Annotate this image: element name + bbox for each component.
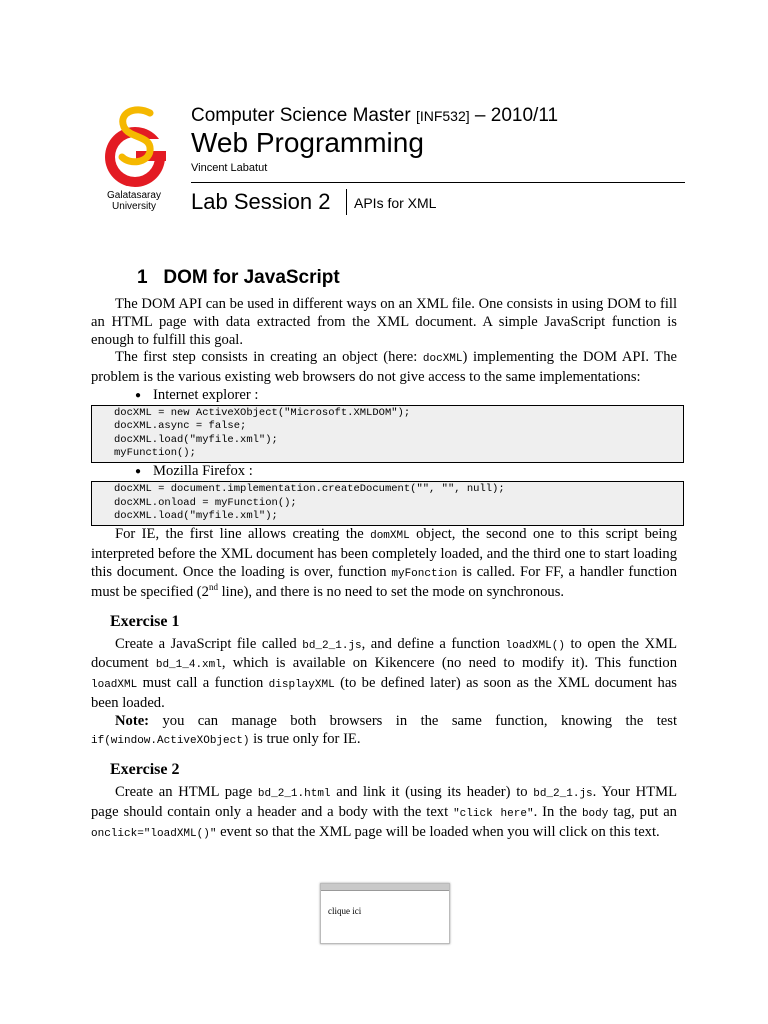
university-logo xyxy=(100,105,170,190)
course-name: Computer Science Master xyxy=(191,105,411,126)
section-title: 1 DOM for JavaScript xyxy=(137,267,340,288)
course-code: [INF532] xyxy=(415,108,470,124)
browser-screenshot xyxy=(320,883,450,944)
paragraph: For IE, the first line allows creating the domXML object, the second one to this script being interpreted before the XML document has been completely loaded, and the third one to start loading this document. Once the loading is over, function myFonction is called. For FF, a handler function must be specified (2nd line), and there is no need to set the mode on synchronous. xyxy=(91,526,677,600)
paragraph: Create a JavaScript file called bd_2_1.js, and define a function loadXML() to open the XML document bd_1_4.xml, which is available on Kikencere (no need to modify it). This function loadXML must call a function displayXML (to be defined later) as soon as the XML document has been loaded. xyxy=(91,635,677,711)
course-year: – 2010/11 xyxy=(474,105,559,126)
code-line: docXML.load("myfile.xml"); xyxy=(114,433,278,446)
code-block-firefox xyxy=(91,481,684,526)
bullet-item: ● Internet explorer : xyxy=(135,386,259,403)
document-body xyxy=(91,266,677,844)
lab-session-title: Lab Session 2 xyxy=(191,189,331,214)
code-line: docXML = document.implementation.createDocument("", "", null); xyxy=(114,483,505,496)
bullet-icon: ● xyxy=(135,389,142,401)
paragraph: The first step consists in creating an object (here: docXML) implementing the DOM API. The problem is the various existing web browsers do not give access to the same implementations: xyxy=(91,349,677,386)
code-line: docXML.load("myfile.xml"); xyxy=(114,510,278,523)
paragraph: Create an HTML page bd_2_1.html and link it (using its header) to bd_2_1.js. Your HTML page should contain only a header and a body with the text "click here". In the body tag, put an onclick="loadXML()" event so that the XML page will be loaded when you will click on this text. xyxy=(91,784,677,840)
lab-topic: APIs for XML xyxy=(354,195,437,211)
logo-caption-line1: Galatasaray xyxy=(107,190,161,201)
screenshot-text: clique ici xyxy=(328,906,362,916)
course-line xyxy=(191,105,558,127)
logo-caption xyxy=(100,190,168,212)
code-block-ie xyxy=(91,405,684,464)
note-paragraph: Note: you can manage both browsers in the same function, knowing the test if(window.ActiveXObject) is true only for IE. xyxy=(91,712,677,747)
bullet-icon: ● xyxy=(135,466,142,478)
code-line: docXML.async = false; xyxy=(114,420,247,433)
bullet-item: ● Mozilla Firefox : xyxy=(135,463,253,480)
course-title: Web Programming xyxy=(191,127,424,158)
exercise-2-title: Exercise 2 xyxy=(110,761,180,779)
header-divider xyxy=(191,182,685,183)
exercise-1-title: Exercise 1 xyxy=(110,612,180,630)
code-line: myFunction(); xyxy=(114,447,196,459)
author: Vincent Labatut xyxy=(191,162,268,174)
paragraph: The DOM API can be used in different ways on an XML file. One consists in using DOM to fill an HTML page with data extracted from the XML document. A simple JavaScript function is enough to fulfill this goal. xyxy=(91,296,677,348)
code-line: docXML = new ActiveXObject("Microsoft.XMLDOM"); xyxy=(114,406,411,419)
code-line: docXML.onload = myFunction(); xyxy=(114,496,297,509)
lab-title-divider xyxy=(346,189,347,215)
logo-caption-line2: University xyxy=(112,201,156,212)
browser-titlebar xyxy=(321,884,449,891)
